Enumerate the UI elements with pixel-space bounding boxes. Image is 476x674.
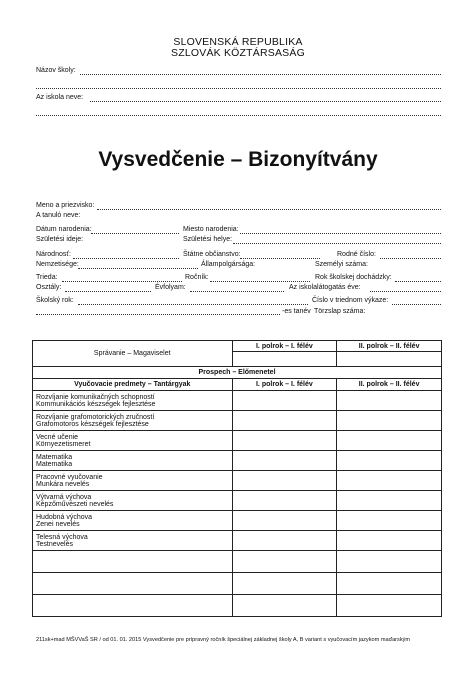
table-row-empty <box>33 595 442 617</box>
grade-sem2-cell[interactable] <box>337 511 442 531</box>
subject-cell <box>33 471 233 491</box>
grade-sem2-cell[interactable] <box>337 431 442 451</box>
table-row <box>33 531 442 551</box>
table-row <box>33 471 442 491</box>
grade-sem1-cell[interactable] <box>232 595 337 617</box>
year-label-hu: Évfolyam: <box>155 284 186 291</box>
class-label-hu: Osztály: <box>36 284 62 291</box>
sem2-header-2: II. polrok – II. félév <box>337 379 442 391</box>
grade-sem1-cell[interactable] <box>232 431 337 451</box>
subject-cell <box>33 411 233 431</box>
school-name-line-hu-2[interactable] <box>36 115 441 116</box>
behaviour-label: Správanie – Magaviselet <box>33 341 233 367</box>
subject-name-sk: Telesná výchova <box>36 533 88 541</box>
grade-sem1-cell[interactable] <box>232 573 337 595</box>
subject-cell <box>33 491 233 511</box>
subject-cell-empty[interactable] <box>33 595 233 617</box>
year-line[interactable] <box>210 281 310 282</box>
schoolyear-line-hu[interactable] <box>36 314 280 315</box>
document-title: Vysvedčenie – Bizonyítvány <box>98 148 378 171</box>
school-name-label: Názov školy: <box>36 67 76 74</box>
grade-sem2-cell[interactable] <box>337 551 442 573</box>
grade-sem1-cell[interactable] <box>232 511 337 531</box>
attend-label-sk: Rok školskej dochádzky: <box>315 274 392 281</box>
school-name-line-2[interactable] <box>36 88 441 89</box>
table-row-empty <box>33 551 442 573</box>
birthplace-line[interactable] <box>240 233 441 234</box>
subject-name-sk: Rozvíjanie komunikačných schopností <box>36 393 155 401</box>
subject-name-sk: Vecné učenie <box>36 433 79 441</box>
sem1-header: I. polrok – I. félév <box>232 341 337 352</box>
progress-header: Prospech – Előmenetel <box>33 367 442 379</box>
school-name-line[interactable] <box>80 74 441 75</box>
birthplace-label-sk: Miesto narodenia: <box>183 226 239 233</box>
register-label-sk: Číslo v triednom výkaze: <box>312 297 389 304</box>
table-row <box>33 451 442 471</box>
birthplace-label-hu: Születési helye: <box>183 236 233 243</box>
subject-name-hu: Környezetismeret <box>36 440 91 448</box>
grade-sem1-cell[interactable] <box>232 531 337 551</box>
grade-sem2-cell[interactable] <box>337 451 442 471</box>
class-line[interactable] <box>62 281 182 282</box>
sem1-header-2: I. polrok – I. félév <box>232 379 337 391</box>
birthplace-line-hu[interactable] <box>233 243 441 244</box>
subject-cell <box>33 431 233 451</box>
table-row <box>33 511 442 531</box>
nationality-label-hu: Nemzetisége: <box>36 261 79 268</box>
grade-sem2-cell[interactable] <box>337 491 442 511</box>
grade-sem2-cell[interactable] <box>337 471 442 491</box>
country-name-sk: SLOVENSKÁ REPUBLIKA <box>173 36 303 48</box>
year-label-sk: Ročník: <box>185 274 209 281</box>
table-row <box>33 391 442 411</box>
schoolyear-label-hu: -es tanév <box>282 308 311 315</box>
grade-sem2-cell[interactable] <box>337 391 442 411</box>
birthnum-label-sk: Rodné číslo: <box>337 251 376 258</box>
table-row-empty <box>33 573 442 595</box>
schoolyear-line[interactable] <box>78 304 308 305</box>
table-row <box>33 491 442 511</box>
grades-table <box>32 340 442 617</box>
idnum-label-hu: Személyi száma: <box>315 261 368 268</box>
dob-label-hu: Születési ideje: <box>36 236 84 243</box>
subject-name-hu: Kommunikációs készségek fejlesztése <box>36 400 156 408</box>
subject-name-hu: Testnevelés <box>36 540 73 548</box>
sem2-header: II. polrok – II. félév <box>337 341 442 352</box>
dob-label-sk: Dátum narodenia: <box>36 226 92 233</box>
nationality-label-sk: Národnosť: <box>36 251 71 258</box>
subject-cell <box>33 451 233 471</box>
schoolyear-label-sk: Školský rok: <box>36 297 74 304</box>
grade-sem1-cell[interactable] <box>232 391 337 411</box>
subject-cell-empty[interactable] <box>33 551 233 573</box>
subject-name-hu: Képzőművészeti nevelés <box>36 500 114 508</box>
grade-sem2-cell[interactable] <box>337 595 442 617</box>
citizenship-label-hu: Állampolgársága: <box>201 261 256 268</box>
register-label-hu: Törzslap száma: <box>314 308 366 315</box>
name-line[interactable] <box>97 209 441 210</box>
subject-cell <box>33 391 233 411</box>
attend-line-hu[interactable] <box>370 291 441 292</box>
grade-sem1-cell[interactable] <box>232 491 337 511</box>
name-label-sk: Meno a priezvisko: <box>36 202 95 209</box>
attend-line[interactable] <box>395 281 441 282</box>
citizenship-line[interactable] <box>240 258 320 259</box>
grade-sem1-cell[interactable] <box>232 451 337 471</box>
subject-cell-empty[interactable] <box>33 573 233 595</box>
school-name-label-hu: Az iskola neve: <box>36 94 84 101</box>
footer-note: 211sk+mad MŠVVaŠ SR / od 01. 01. 2015 Vysvedčenie pre prípravný ročník špeciálnej základnej školy A, B variant s vyučovacím jazykom maďarským <box>36 637 411 643</box>
school-name-line-hu[interactable] <box>90 101 441 102</box>
dob-line[interactable] <box>91 233 179 234</box>
subject-name-sk: Rozvíjanie grafomotorických zručností <box>36 413 155 421</box>
citizenship-label-sk: Štátne občianstvo: <box>183 251 241 258</box>
attend-label-hu: Az iskolalátogatás éve: <box>289 284 361 291</box>
subject-name-sk: Hudobná výchova <box>36 513 93 521</box>
table-row <box>33 431 442 451</box>
name-label-hu: A tanuló neve: <box>36 212 81 219</box>
year-line-hu[interactable] <box>190 291 284 292</box>
behaviour-sem1-cell[interactable] <box>232 352 337 367</box>
subject-name-sk: Pracovné vyučovanie <box>36 473 103 481</box>
table-row <box>33 411 442 431</box>
subject-name-hu: Matematika <box>36 460 73 468</box>
subject-name-hu: Zenei nevelés <box>36 520 80 528</box>
class-label-sk: Trieda: <box>36 274 58 281</box>
class-line-hu[interactable] <box>65 291 151 292</box>
grade-sem1-cell[interactable] <box>232 411 337 431</box>
birthnum-line[interactable] <box>380 258 441 259</box>
subject-name-hu: Munkára nevelés <box>36 480 90 488</box>
subjects-header: Vyučovacie predmety – Tantárgyak <box>33 379 233 391</box>
country-name-hu: SZLOVÁK KÖZTÁRSASÁG <box>171 47 305 59</box>
grade-sem1-cell[interactable] <box>232 471 337 491</box>
subject-name-hu: Grafomotoros készségek fejlesztése <box>36 420 149 428</box>
subject-cell <box>33 511 233 531</box>
register-line[interactable] <box>392 304 441 305</box>
grade-sem2-cell[interactable] <box>337 531 442 551</box>
subject-name-sk: Výtvarná výchova <box>36 493 92 501</box>
behaviour-sem2-cell[interactable] <box>337 352 442 367</box>
grade-sem2-cell[interactable] <box>337 573 442 595</box>
grade-sem2-cell[interactable] <box>337 411 442 431</box>
nationality-line[interactable] <box>73 258 179 259</box>
grade-sem1-cell[interactable] <box>232 551 337 573</box>
subject-name-sk: Matematika <box>36 453 73 461</box>
nationality-line-hu[interactable] <box>78 268 198 269</box>
subject-cell <box>33 531 233 551</box>
